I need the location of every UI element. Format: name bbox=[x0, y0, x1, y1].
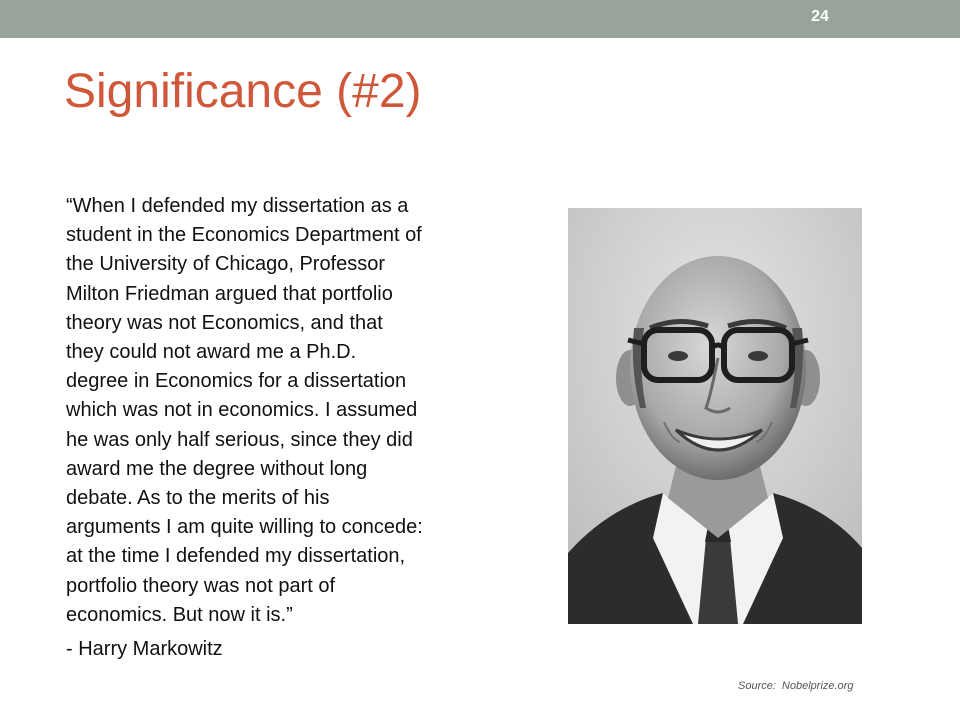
quote-text bbox=[66, 192, 506, 630]
quote-line: at the time I defended my dissertation, bbox=[66, 545, 406, 568]
quote-line: the University of Chicago, Professor bbox=[66, 253, 386, 276]
quote-attribution: - Harry Markowitz bbox=[66, 638, 223, 660]
top-bar bbox=[0, 0, 960, 38]
quote-line: Milton Friedman argued that portfolio bbox=[66, 282, 393, 305]
quote-line: degree in Economics for a dissertation bbox=[66, 370, 407, 393]
quote-line: “When I defended my dissertation as a bbox=[66, 195, 409, 217]
quote-line: student in the Economics Department of bbox=[66, 224, 422, 247]
quote-line: he was only half serious, since they did bbox=[66, 428, 413, 451]
source-value: Nobelprize.org bbox=[781, 680, 854, 692]
image-source-credit bbox=[738, 680, 859, 692]
portrait-illustration bbox=[568, 208, 862, 624]
slide-number: 24 bbox=[811, 8, 829, 25]
source-label: Source: bbox=[738, 680, 776, 692]
quote-line: theory was not Economics, and that bbox=[66, 311, 383, 334]
quote-line: portfolio theory was not part of bbox=[66, 574, 336, 597]
quote-line: arguments I am quite willing to concede: bbox=[66, 516, 423, 539]
quote-line: they could not award me a Ph.D. bbox=[66, 341, 357, 364]
quote-line: which was not in economics. I assumed bbox=[66, 399, 418, 422]
quote-line: debate. As to the merits of his bbox=[66, 487, 330, 510]
portrait-photo bbox=[568, 208, 862, 624]
slide-title: Significance (#2) bbox=[64, 65, 422, 118]
quote-line: economics. But now it is.” bbox=[66, 603, 293, 626]
quote-line: award me the degree without long bbox=[66, 457, 368, 480]
